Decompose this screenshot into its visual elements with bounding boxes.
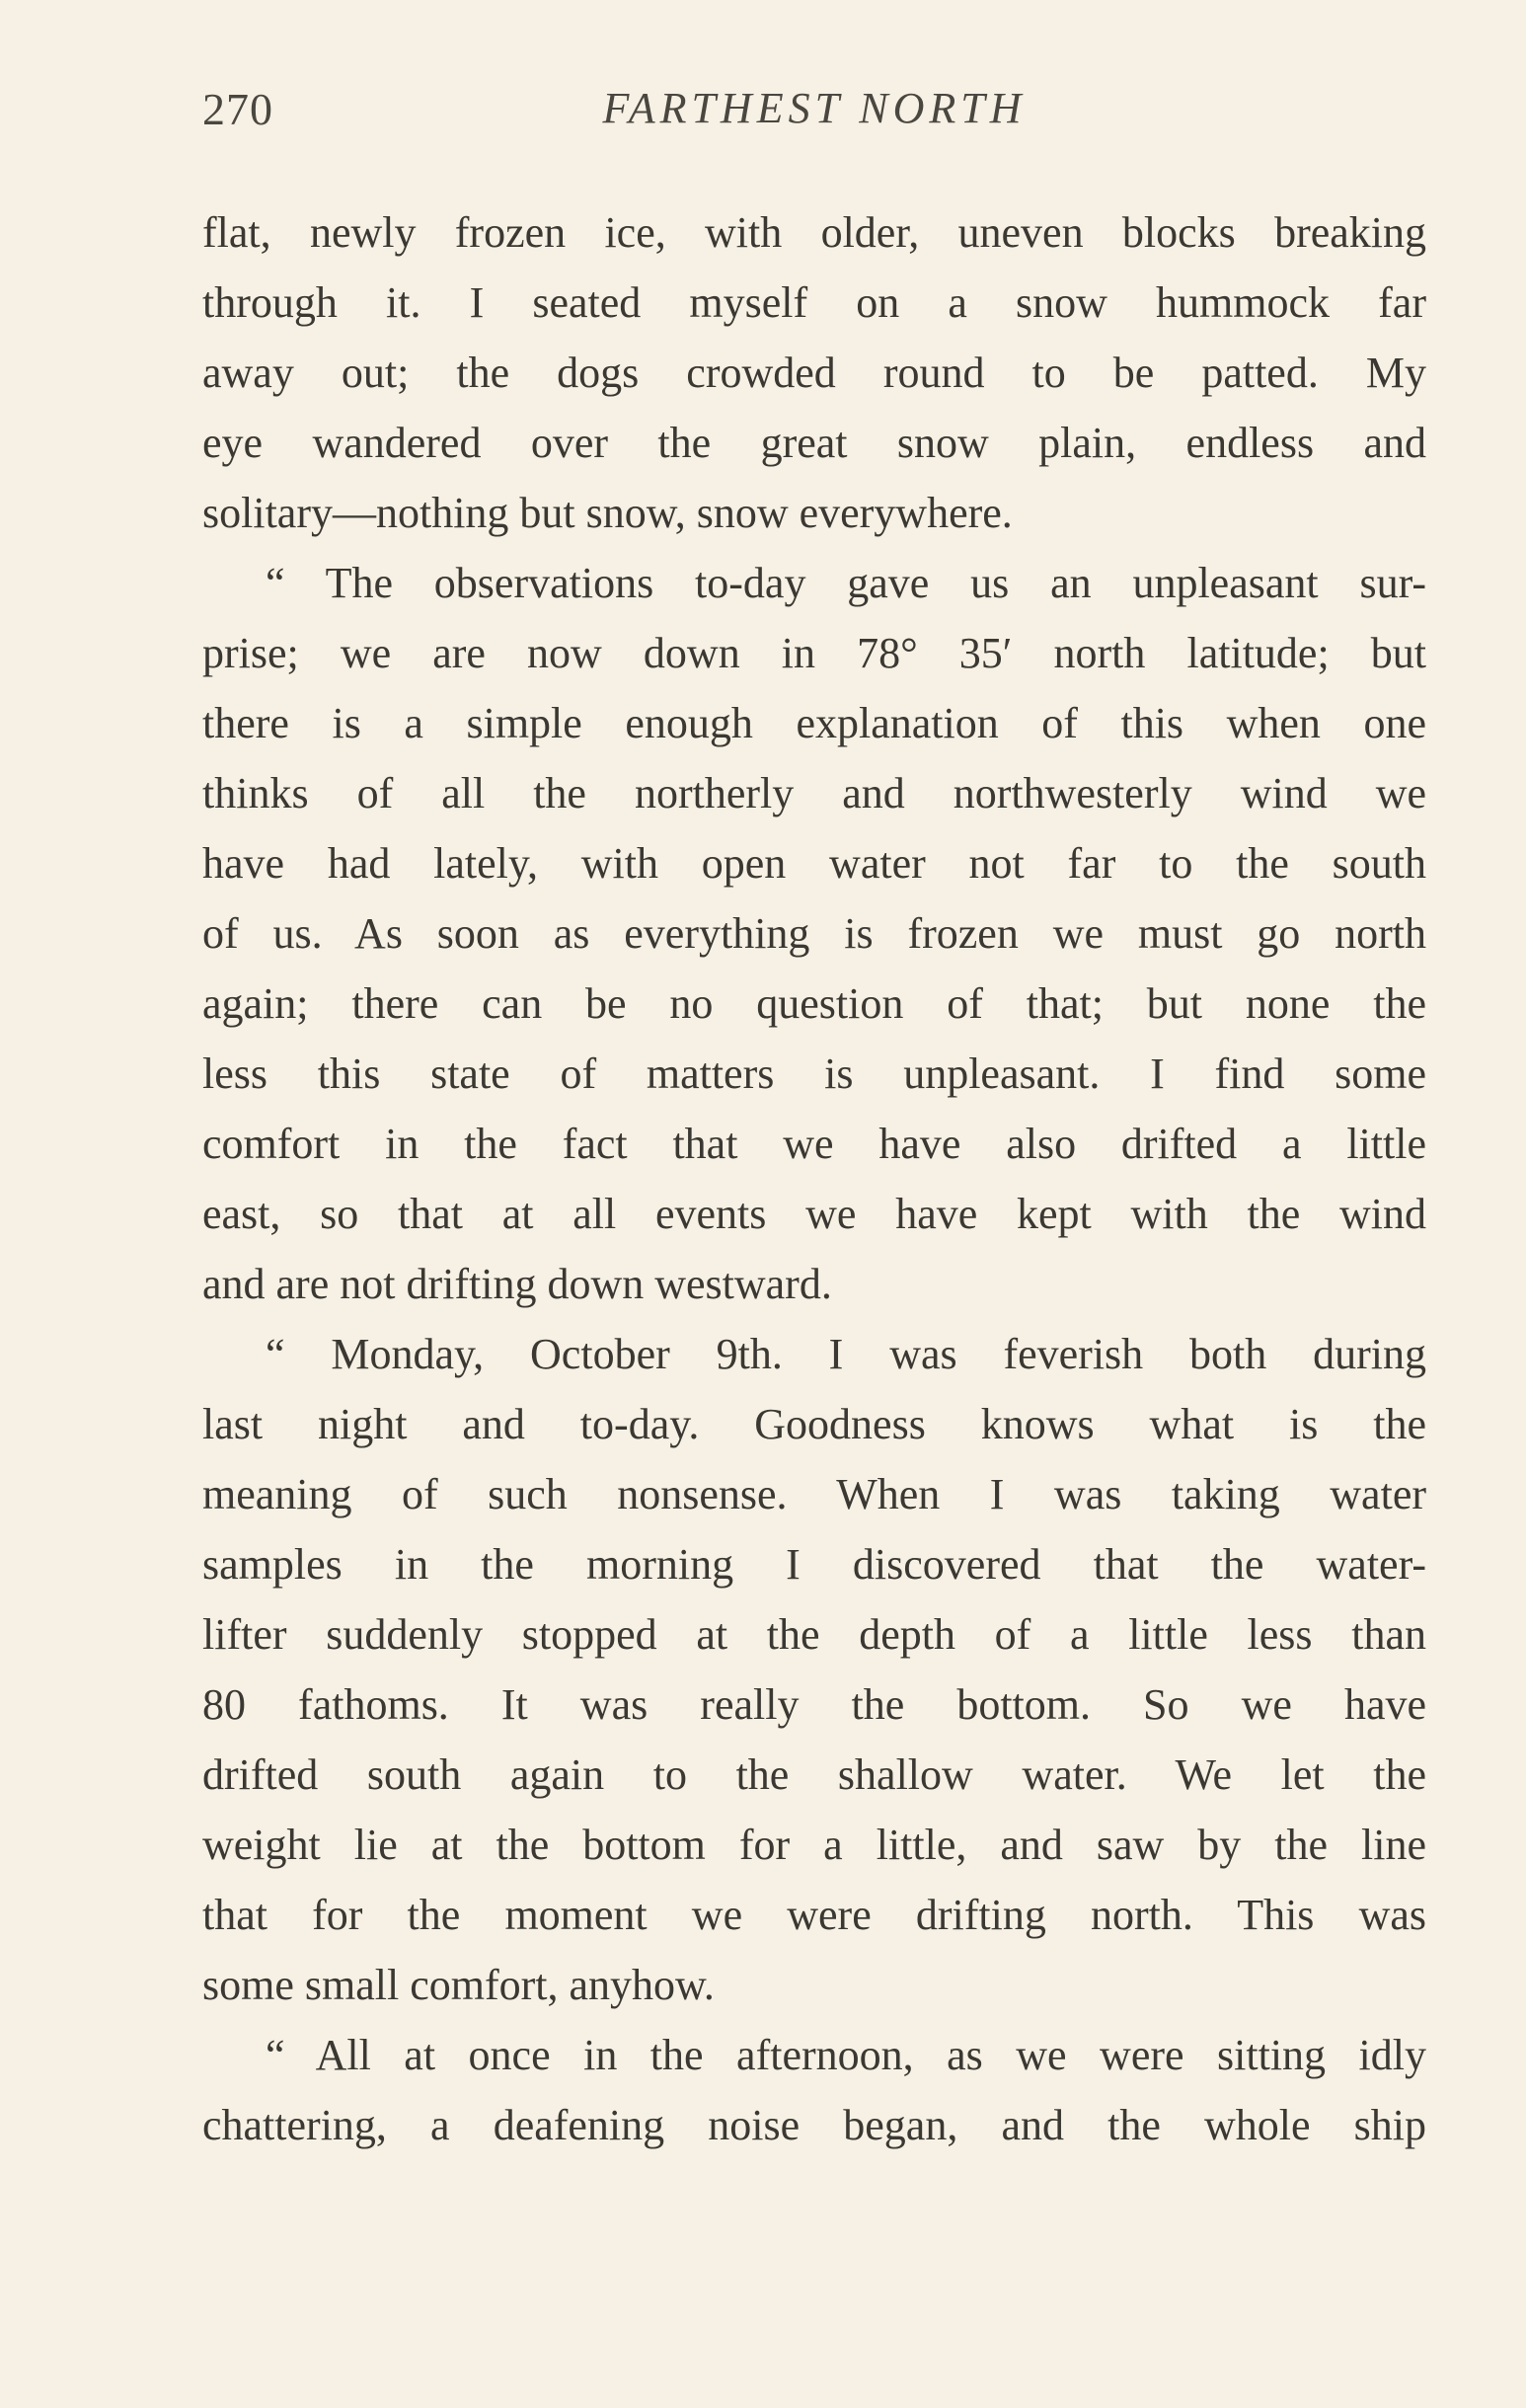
text-line: less this state of matters is unpleasant. I find some (202, 1049, 1426, 1098)
text-line: 80 fathoms. It was really the bottom. So we have (202, 1680, 1426, 1729)
text-line: prise; we are now down in 78° 35′ north latitude; but (202, 629, 1426, 677)
text-line: through it. I seated myself on a snow hummock far (202, 278, 1426, 327)
text-line: some small comfort, anyhow. (202, 1961, 715, 2009)
text-line: thinks of all the northerly and northwesterly wind we (202, 769, 1426, 817)
text-line: again; there can be no question of that; but none the (202, 979, 1426, 1028)
text-line: last night and to-day. Goodness knows what is the (202, 1400, 1426, 1448)
text-line: lifter suddenly stopped at the depth of a little less than (202, 1610, 1426, 1659)
text-line: “ Monday, October 9th. I was feverish both during (266, 1330, 1426, 1378)
text-line: eye wandered over the great snow plain, endless and (202, 419, 1426, 467)
body-text (202, 197, 1426, 2160)
text-line: weight lie at the bottom for a little, and saw by the line (202, 1821, 1426, 1869)
text-line: away out; the dogs crowded round to be patted. My (202, 349, 1426, 397)
text-line: “ The observations to-day gave us an unpleasant sur- (266, 559, 1426, 607)
page-number: 270 (202, 84, 273, 134)
text-line: have had lately, with open water not far to the south (202, 839, 1426, 888)
text-line: flat, newly frozen ice, with older, uneven blocks breaking (202, 208, 1426, 257)
text-line: comfort in the fact that we have also drifted a little (202, 1120, 1426, 1168)
text-line: that for the moment we were drifting north. This was (202, 1891, 1426, 1939)
text-line: drifted south again to the shallow water. We let the (202, 1750, 1426, 1799)
text-line: chattering, a deafening noise began, and the whole ship (202, 2101, 1426, 2149)
text-line: solitary—nothing but snow, snow everywhere. (202, 489, 1013, 537)
text-line: and are not drifting down westward. (202, 1260, 832, 1308)
text-line: “ All at once in the afternoon, as we were sitting idly (266, 2031, 1426, 2079)
text-line: of us. As soon as everything is frozen we must go north (202, 909, 1426, 958)
text-line: east, so that at all events we have kept with the wind (202, 1190, 1426, 1238)
running-head: FARTHEST NORTH (602, 84, 1027, 132)
text-line: samples in the morning I discovered that the water- (202, 1540, 1426, 1589)
text-line: there is a simple enough explanation of this when one (202, 699, 1426, 747)
text-line: meaning of such nonsense. When I was taking water (202, 1470, 1426, 1518)
page-header (202, 83, 1426, 152)
